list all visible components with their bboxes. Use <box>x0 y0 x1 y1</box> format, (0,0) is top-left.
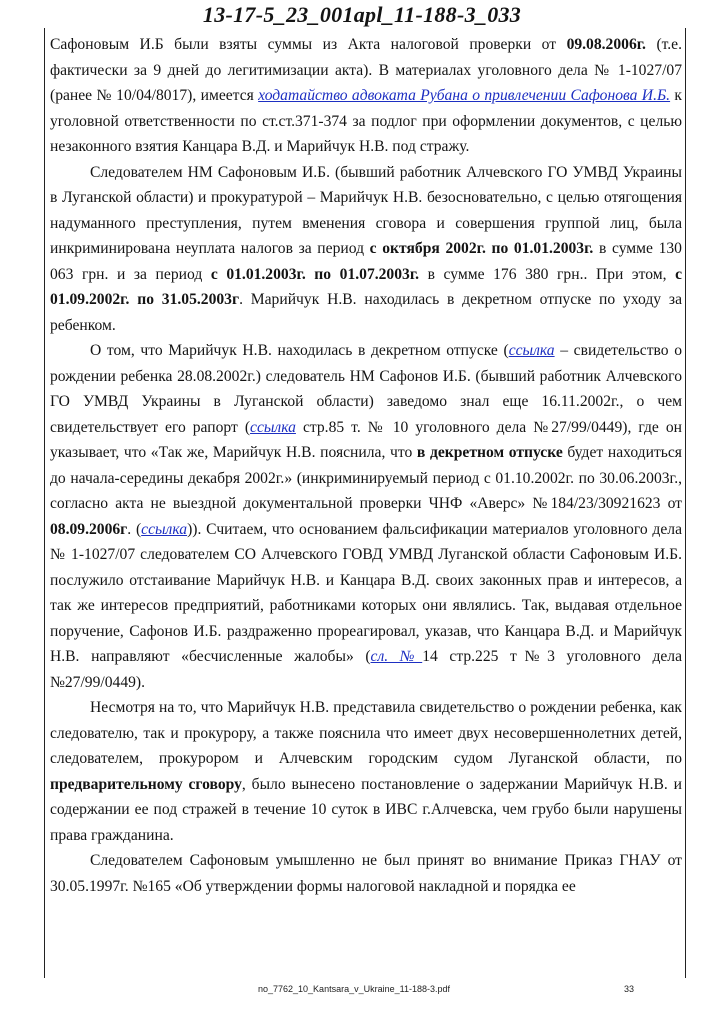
text: будет находиться до начала-середины декабря 2002г.» (инкриминируемый период с 01.10.2002г. по 30.06.2003г., согласно акта не выездной документальной проверки ЧНФ «Аверс» №184/23/30921623 от <box>50 444 682 512</box>
text: . Марийчук Н.В. находилась в декретном отпуске по уходу за ребенком. <box>50 291 682 334</box>
text: О том, что Марийчук Н.В. находилась в декретном отпуске ( <box>90 342 509 359</box>
paragraph-4 <box>50 695 682 848</box>
text: в сумме 176 380 грн.. При этом, <box>419 265 676 283</box>
paragraph-2 <box>50 160 682 339</box>
bold-period: с 01.01.2003г. по 01.07.2003г. <box>210 265 420 283</box>
text: Следователем Сафоновым умышленно не был принят во внимание Приказ ГНАУ от 30.05.1997г. №165 «Об утверждении формы налоговой накладной и порядка ее <box>50 852 682 895</box>
act-link[interactable]: ссылка <box>141 520 188 538</box>
bold-period: с 01.09.2002г. по 31.05.2003г <box>50 265 682 308</box>
bold-phrase: предварительному сговору <box>50 775 242 793</box>
text: Несмотря на то, что Марийчук Н.В. представила свидетельство о рождении ребенка, как следователю, так и прокурору, а также пояснила что имеет двух несовершеннолетних детей, следователем, прокурором и Алчевским городским судом Луганской области, по <box>50 699 682 767</box>
bold-phrase: в декретном отпуске <box>416 444 563 461</box>
lawyer-petition-link[interactable]: ходатайство адвоката Рубана о привлечении Сафонова И.Б. <box>258 87 671 104</box>
text: (т.е. фактически за 9 дней до легитимизации акта). В материалах уголовного дела № 1-1027/07 (ранее № 10/04/8017), имеется <box>50 36 683 104</box>
bold-date: 08.09.2006г <box>50 520 128 538</box>
case-sheet-link[interactable]: сл. № <box>370 648 423 665</box>
text: )). Считаем, что основанием фальсификации материалов уголовного дела № 1-1027/07 следователем СО Алчевского ГОВД УМВД Луганской области Сафоновым И.Б. послужило отстаивание Марийчук Н.В. и Канцара В.Д. своих законных прав и интересов, а так же интересов предприятий, работниками которых они являлись. Так, выдавая отдельное поручение, Сафонов И.Б. раздраженно прореагировал, указав, что Канцара В.Д. и Марийчук Н.В. направляют «бесчисленные жалобы» ( <box>50 520 682 665</box>
document-header: 13-17-5_23_001apl_11-188-3_033 <box>202 2 522 27</box>
report-link[interactable]: ссылка <box>250 418 296 436</box>
bold-date: 09.08.2006г. <box>566 36 646 53</box>
text: . ( <box>127 520 142 538</box>
footer-filename: no_7762_10_Kantsara_v_Ukraine_11-188-3.pdf <box>258 984 450 994</box>
text: к уголовной ответственности по ст.ст.371-374 за подлог при оформлении документов, с целью незаконного взятия Канцара В.Д. и Марийчук Н.В. под стражу. <box>50 87 683 155</box>
paragraph-5 <box>50 848 682 899</box>
text: , было вынесено постановление о задержании Марийчук Н.В. и содержании ее под стражей в течение 10 суток в ИВС г.Алчевска, чем грубо были нарушены права гражданина. <box>50 775 682 844</box>
text: в сумме 130 063 грн. и за период <box>50 240 682 283</box>
bold-period: с октября 2002г. по 01.01.2003г. <box>369 240 594 257</box>
text: Сафоновым И.Б были взяты суммы из Акта налоговой проверки от <box>50 36 567 53</box>
page-number: 33 <box>624 984 635 994</box>
text: стр.85 т. № 10 уголовного дела №27/99/0449), где он указывает, что «Так же, Марийчук Н.В. пояснила, что <box>50 418 682 461</box>
document-body <box>50 32 682 899</box>
birth-certificate-link[interactable]: ссылка <box>508 342 555 359</box>
paragraph-3 <box>50 338 682 695</box>
text: – свидетельство о рождении ребенка 28.08.2002г.) следователь НМ Сафонов И.Б. (бывший работник Алчевского ГО УМВД Украины в Луганской области) заведомо знал еще 16.11.2002г., о чем свидетельствует его рапорт ( <box>50 342 682 436</box>
text: Следователем НМ Сафоновым И.Б. (бывший работник Алчевского ГО УМВД Украины в Луганской области) и прокуратурой – Марийчук Н.В. безосновательно, с целью отягощения надуманного преступления, путем вменения сговора и совершения группой лиц, была инкриминирована неуплата налогов за период <box>50 163 682 257</box>
text: 14 стр.225 т№3 уголовного дела №27/99/0449). <box>50 648 682 691</box>
paragraph-1 <box>50 32 682 160</box>
